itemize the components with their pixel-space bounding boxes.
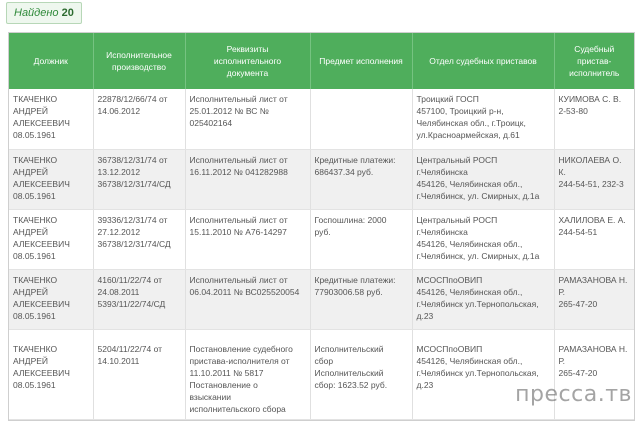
cell-text: Исполнительский <box>314 367 384 378</box>
table-row <box>9 209 634 269</box>
cell-text: КУИМОВА С. В. <box>558 94 622 104</box>
cell-text: 13.12.2012 <box>97 166 141 177</box>
cell-text: д.23 <box>416 379 434 390</box>
cell-text: 11.10.2011 № 5817 <box>189 367 264 378</box>
column-header-text: Должник <box>33 56 68 66</box>
table-header-row <box>9 33 634 89</box>
cell-text: Исполнительный лист от <box>189 274 288 285</box>
cell-text: ТКАЧЕНКО <box>13 214 58 225</box>
cell-text: 16.11.2012 № 041282988 <box>189 166 288 177</box>
cell-text: 39336/12/31/74 от <box>97 214 168 225</box>
cell-text: 5204/11/22/74 от <box>97 343 163 354</box>
cell-text: Кредитные платежи: <box>314 274 396 285</box>
cell-bailiff-office <box>412 89 554 149</box>
table-row <box>9 89 634 149</box>
cell-text: 08.05.1961 <box>13 130 56 140</box>
cell-text: АНДРЕЙ <box>13 355 49 366</box>
cell-subject <box>310 149 412 209</box>
results-count-badge <box>6 2 82 24</box>
cell-text: Исполнительный лист от <box>189 94 288 104</box>
cell-text: АНДРЕЙ <box>13 226 49 237</box>
cell-text: 06.04.2011 № ВС025520054 <box>189 286 300 297</box>
cell-text: Р. <box>558 286 565 297</box>
cell-text: Постановление о <box>189 379 258 390</box>
cell-text: руб. <box>314 226 331 237</box>
cell-text: 15.11.2010 № А76-14297 <box>189 226 287 237</box>
cell-text: К. <box>558 166 566 177</box>
cell-text: 265-47-20 <box>558 367 598 378</box>
cell-text: Центральный РОСП <box>416 214 498 225</box>
cell-bailiff <box>554 89 634 149</box>
cell-bailiff <box>554 149 634 209</box>
cell-text: ТКАЧЕНКО <box>13 94 58 104</box>
cell-text: 27.12.2012 <box>97 226 141 237</box>
cell-text: 2-53-80 <box>558 106 588 116</box>
cell-text: РАМАЗАНОВА Н. <box>558 274 628 285</box>
cell-proceeding <box>93 269 185 329</box>
column-header-subject <box>310 33 412 89</box>
enforcement-proceedings-table <box>8 32 635 421</box>
cell-text: д.23 <box>416 310 434 321</box>
cell-subject <box>310 89 412 149</box>
cell-bailiff <box>554 209 634 269</box>
cell-text: Р. <box>558 355 565 366</box>
cell-text: Исполнительский <box>314 343 384 354</box>
column-header-text: Отдел судебных приставов <box>429 56 537 66</box>
cell-debtor <box>9 269 93 329</box>
cell-text: 244-54-51 <box>558 226 598 237</box>
cell-proceeding <box>93 89 185 149</box>
column-header-text: Исполнительное <box>106 50 172 60</box>
cell-text: 454126, Челябинская обл., <box>416 238 523 249</box>
cell-subject <box>310 329 412 419</box>
cell-text: взыскании <box>189 391 231 402</box>
cell-text: 686437.34 руб. <box>314 166 374 177</box>
cell-text: г.Челябинск, ул. Смирных, д.1а <box>416 250 540 261</box>
cell-text: ТКАЧЕНКО <box>13 343 58 354</box>
column-header-text: пристав- <box>577 56 612 66</box>
cell-proceeding <box>93 329 185 419</box>
cell-text: РАМАЗАНОВА Н. <box>558 343 628 354</box>
found-label: Найдено <box>14 7 59 19</box>
cell-text: 08.05.1961 <box>13 310 56 321</box>
cell-debtor <box>9 89 93 149</box>
column-header-debtor <box>9 33 93 89</box>
column-header-proceeding <box>93 33 185 89</box>
cell-text: АЛЕКСЕЕВИЧ <box>13 298 70 309</box>
cell-text: 36738/12/31/74/СД <box>97 178 171 189</box>
cell-text: г.Челябинска <box>416 166 468 177</box>
cell-text: Госпошлина: 2000 <box>314 214 387 225</box>
found-count: 20 <box>61 7 74 19</box>
cell-text: 025402164 <box>189 118 233 128</box>
cell-text: 265-47-20 <box>558 298 598 309</box>
cell-text: Кредитные платежи: <box>314 154 396 165</box>
column-header-bailiff-office <box>412 33 554 89</box>
cell-text: 36738/12/31/74/СД <box>97 238 171 249</box>
cell-text: ТКАЧЕНКО <box>13 274 58 285</box>
cell-text: г.Челябинск ул.Тернопольская, <box>416 298 539 309</box>
cell-bailiff-office <box>412 209 554 269</box>
cell-text: МСОСПпоОВИП <box>416 274 483 285</box>
cell-subject <box>310 269 412 329</box>
cell-text: Центральный РОСП <box>416 154 498 165</box>
cell-text: Постановление судебного <box>189 343 293 354</box>
cell-text: АЛЕКСЕЕВИЧ <box>13 238 70 249</box>
cell-text: 77903006.58 руб. <box>314 286 383 297</box>
cell-bailiff <box>554 269 634 329</box>
cell-text: 5393/11/22/74/СД <box>97 298 166 309</box>
cell-proceeding <box>93 209 185 269</box>
cell-document <box>185 269 310 329</box>
cell-bailiff-office <box>412 269 554 329</box>
cell-document <box>185 89 310 149</box>
table-row <box>9 149 634 209</box>
cell-text: 24.08.2011 <box>97 286 140 297</box>
cell-text: АЛЕКСЕЕВИЧ <box>13 367 70 378</box>
cell-text: Челябинская обл., г.Троицк, <box>416 118 526 128</box>
cell-text: 22878/12/66/74 от <box>97 94 168 104</box>
column-header-text: Предмет исполнения <box>319 56 403 66</box>
cell-text: 25.01.2012 № ВС № <box>189 106 269 116</box>
cell-bailiff-office <box>412 149 554 209</box>
cell-document <box>185 209 310 269</box>
cell-subject <box>310 209 412 269</box>
table-row <box>9 269 634 329</box>
cell-text: МСОСПпоОВИП <box>416 343 483 354</box>
cell-text: 244-54-51, 232-3 <box>558 178 624 189</box>
cell-proceeding <box>93 149 185 209</box>
cell-document <box>185 329 310 419</box>
cell-text: пристава-исполнителя от <box>189 355 290 366</box>
table-body <box>9 89 634 419</box>
column-header-text: исполнитель <box>569 68 620 78</box>
cell-text: ХАЛИЛОВА Е. А. <box>558 214 626 225</box>
column-header-text: Реквизиты <box>226 44 269 54</box>
column-header-text: документа <box>226 68 269 78</box>
cell-text: 36738/12/31/74 от <box>97 154 168 165</box>
cell-text: 454126, Челябинская обл., <box>416 178 523 189</box>
cell-text: 08.05.1961 <box>13 250 56 261</box>
column-header-text: производство <box>112 62 166 72</box>
cell-text: АЛЕКСЕЕВИЧ <box>13 178 70 189</box>
cell-debtor <box>9 329 93 419</box>
column-header-text: Судебный <box>574 44 615 54</box>
cell-text: 454126, Челябинская обл., <box>416 355 523 366</box>
cell-text: исполнительского сбора <box>189 403 286 414</box>
cell-text: 14.10.2011 <box>97 355 140 366</box>
cell-text: 457100, Троицкий р-н, <box>416 106 504 116</box>
cell-text: 08.05.1961 <box>13 190 56 201</box>
cell-text: сбор: 1623.52 руб. <box>314 379 388 390</box>
cell-text: АЛЕКСЕЕВИЧ <box>13 118 70 128</box>
cell-text: ТКАЧЕНКО <box>13 154 58 165</box>
cell-document <box>185 149 310 209</box>
cell-text: АНДРЕЙ <box>13 166 49 177</box>
cell-text: сбор <box>314 355 334 366</box>
site-watermark: пресса.тв <box>515 382 632 407</box>
cell-text: 4160/11/22/74 от <box>97 274 163 285</box>
cell-text: Исполнительный лист от <box>189 214 288 225</box>
column-header-document <box>185 33 310 89</box>
column-header-bailiff <box>554 33 634 89</box>
cell-text: г.Челябинск ул.Тернопольская, <box>416 367 539 378</box>
column-header-text: исполнительного <box>213 56 282 66</box>
cell-text: Троицкий ГОСП <box>416 94 479 104</box>
cell-debtor <box>9 149 93 209</box>
cell-text: Исполнительный лист от <box>189 154 288 165</box>
cell-text: г.Челябинск, ул. Смирных, д.1а <box>416 190 540 201</box>
cell-text: НИКОЛАЕВА О. <box>558 154 622 165</box>
cell-text: г.Челябинска <box>416 226 468 237</box>
cell-text: ул.Красноармейская, д.61 <box>416 130 520 140</box>
cell-debtor <box>9 209 93 269</box>
cell-text: 14.06.2012 <box>97 106 141 116</box>
cell-text: АНДРЕЙ <box>13 106 49 116</box>
cell-text: 08.05.1961 <box>13 379 56 390</box>
cell-text: 454126, Челябинская обл., <box>416 286 523 297</box>
cell-text: АНДРЕЙ <box>13 286 49 297</box>
